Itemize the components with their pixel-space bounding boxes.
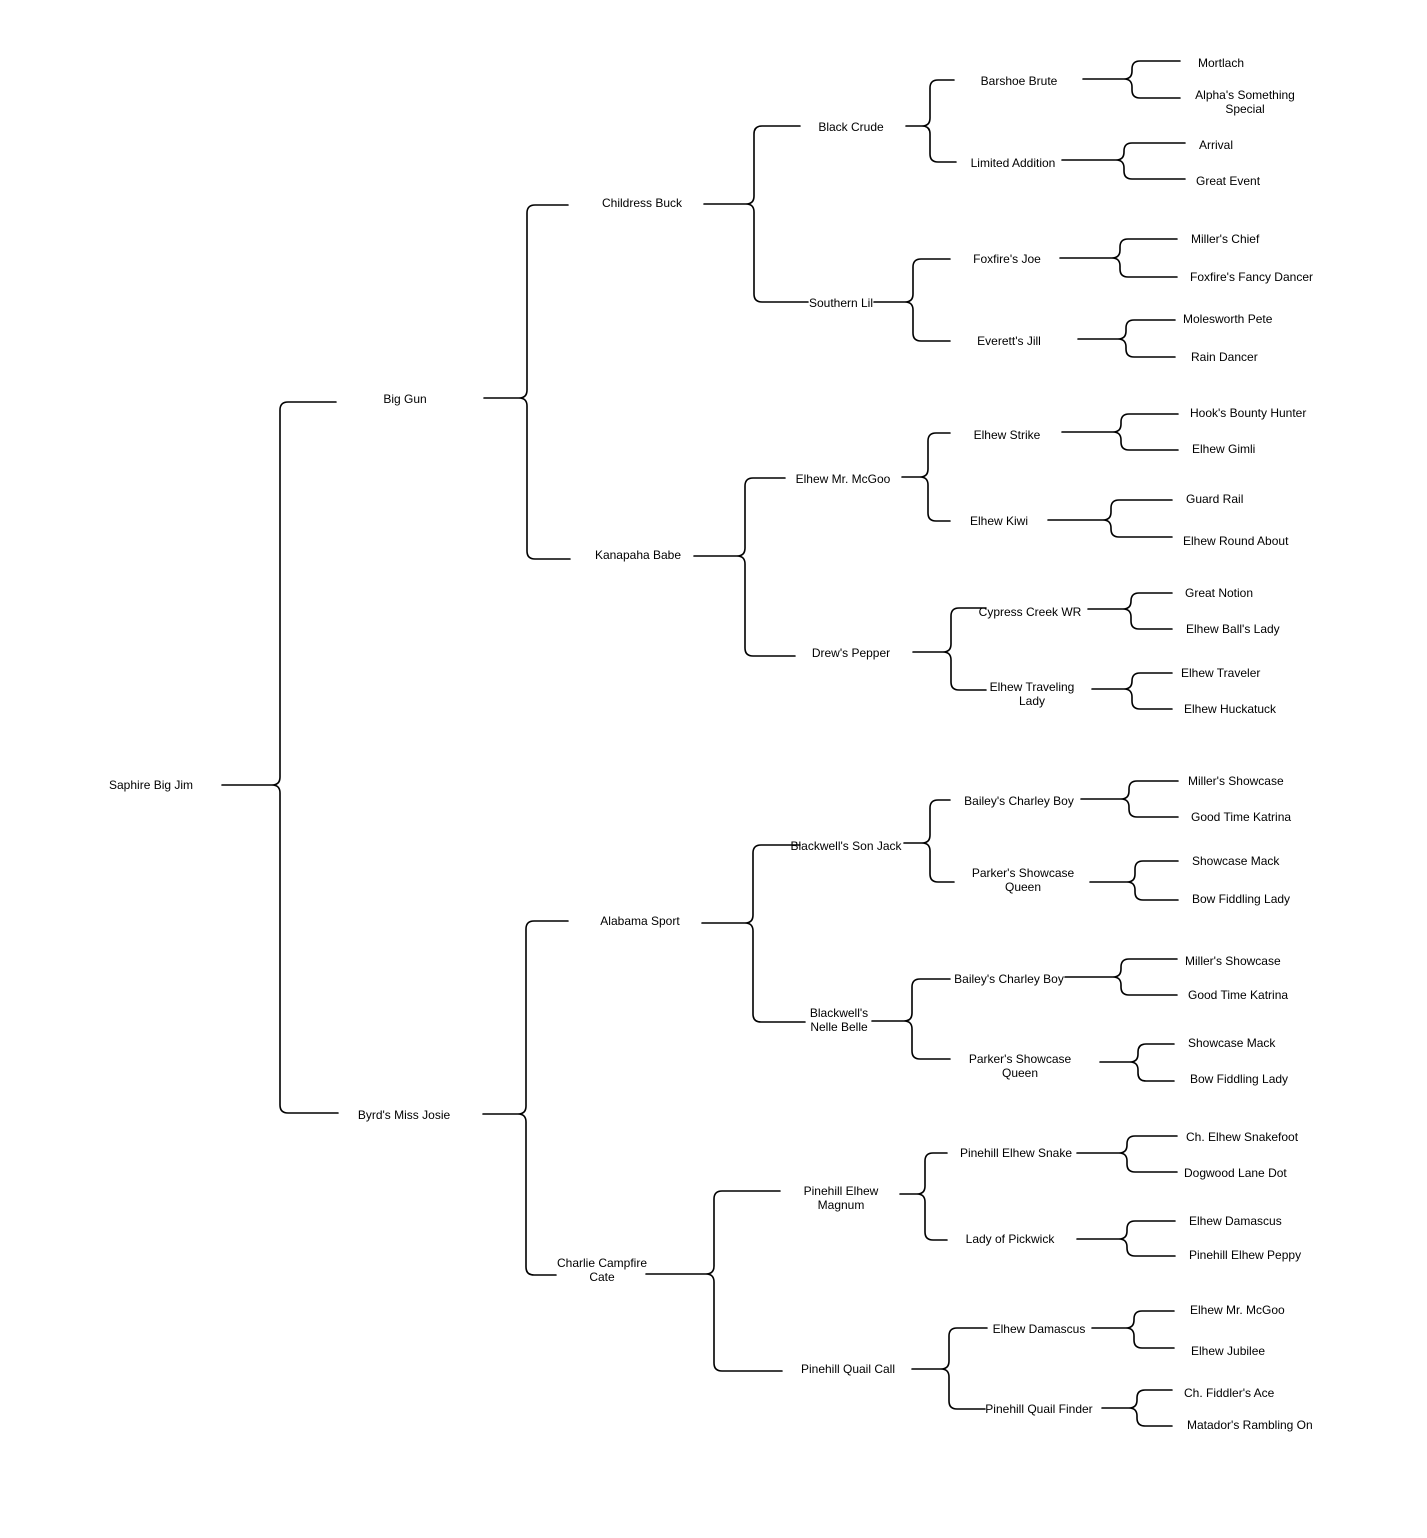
connector-elhew-traveling-lady [1092,673,1172,709]
name-alabama-sport: Alabama Sport [600,914,680,928]
connector-blackwells-nelle-belle [872,979,950,1059]
name-elhew-damascus-1: Elhew Damascus [992,1322,1086,1336]
name-parkers-showcase-queen-2: Parker's Showcase Queen [968,1052,1072,1080]
name-elhew-huckatuck: Elhew Huckatuck [1184,702,1277,716]
name-everetts-jill: Everett's Jill [977,334,1041,348]
name-drews-pepper: Drew's Pepper [811,646,891,660]
name-foxfires-joe: Foxfire's Joe [973,252,1041,266]
name-childress-buck: Childress Buck [601,196,683,210]
name-kanapaha-babe: Kanapaha Babe [594,548,682,562]
name-black-crude: Black Crude [818,120,884,134]
connector-barshoe-brute [1083,61,1180,98]
name-bow-fiddling-lady-2: Bow Fiddling Lady [1190,1072,1289,1086]
name-elhew-kiwi: Elhew Kiwi [969,514,1029,528]
name-parkers-showcase-queen-1: Parker's Showcase Queen [971,866,1075,894]
name-matadors-rambling-on: Matador's Rambling On [1187,1418,1313,1432]
name-elhew-jubilee: Elhew Jubilee [1191,1344,1266,1358]
connector-baileys-charley-boy-2 [1065,959,1177,995]
connector-pinehill-quail-call [912,1328,987,1409]
name-alphas-something-special: Alpha's Something Special [1195,88,1295,116]
name-elhew-gimli: Elhew Gimli [1192,442,1256,456]
connector-everetts-jill [1078,320,1175,357]
name-elhew-mr-mcgoo: Elhew Mr. McGoo [795,472,891,486]
connector-elhew-mr-mcgoo [902,433,950,521]
connector-drews-pepper [913,608,986,690]
connector-pinehill-elhew-magnum [900,1153,947,1240]
name-bow-fiddling-lady-1: Bow Fiddling Lady [1192,892,1291,906]
connector-elhew-strike [1062,414,1178,450]
name-saphire-big-jim: Saphire Big Jim [109,778,194,792]
name-pinehill-elhew-peppy: Pinehill Elhew Peppy [1189,1248,1302,1262]
name-foxfires-fancy-dancer: Foxfire's Fancy Dancer [1190,270,1313,284]
name-ch-elhew-snakefoot: Ch. Elhew Snakefoot [1186,1130,1299,1144]
name-great-event: Great Event [1196,174,1261,188]
name-millers-showcase-1: Miller's Showcase [1188,774,1284,788]
connector-baileys-charley-boy-1 [1081,781,1178,817]
name-blackwells-son-jack: Blackwell's Son Jack [790,839,902,853]
name-millers-showcase-2: Miller's Showcase [1185,954,1281,968]
name-baileys-charley-boy-1: Bailey's Charley Boy [964,794,1074,808]
name-elhew-balls-lady: Elhew Ball's Lady [1186,622,1280,636]
connector-pinehill-elhew-snake [1077,1136,1177,1172]
connector-alabama-sport [702,845,805,1022]
name-good-time-katrina-1: Good Time Katrina [1191,810,1292,824]
name-barshoe-brute: Barshoe Brute [980,74,1058,88]
name-byrds-miss-josie: Byrd's Miss Josie [357,1108,451,1122]
name-hooks-bounty-hunter: Hook's Bounty Hunter [1190,406,1307,420]
name-dogwood-lane-dot: Dogwood Lane Dot [1184,1166,1287,1180]
name-great-notion: Great Notion [1185,586,1254,600]
name-mortlach: Mortlach [1198,56,1245,70]
connector-limited-addition [1062,143,1185,179]
connector-blackwells-son-jack [904,800,954,882]
name-millers-chief: Miller's Chief [1191,232,1260,246]
name-good-time-katrina-2: Good Time Katrina [1188,988,1289,1002]
name-lady-of-pickwick: Lady of Pickwick [965,1232,1055,1246]
connector-root [222,402,338,1113]
name-big-gun: Big Gun [383,392,427,406]
name-pinehill-quail-finder: Pinehill Quail Finder [985,1402,1093,1416]
name-pinehill-quail-call: Pinehill Quail Call [800,1362,896,1376]
name-elhew-traveler: Elhew Traveler [1181,666,1261,680]
connector-parkers-showcase-queen-1 [1090,861,1178,900]
connector-kanapaha-babe [694,478,795,656]
name-elhew-traveling-lady: Elhew Traveling Lady [989,680,1075,708]
name-arrival: Arrival [1199,138,1234,152]
name-cypress-creek-wr: Cypress Creek WR [978,605,1082,619]
connector-childress-buck [704,126,808,302]
name-elhew-round-about: Elhew Round About [1183,534,1289,548]
name-rain-dancer: Rain Dancer [1191,350,1258,364]
name-molesworth-pete: Molesworth Pete [1183,312,1273,326]
connector-byrds-miss-josie [483,921,568,1275]
name-elhew-strike: Elhew Strike [973,428,1041,442]
connector-southern-lil [874,259,950,341]
connector-lady-of-pickwick [1077,1221,1175,1256]
name-showcase-mack-2: Showcase Mack [1188,1036,1276,1050]
connector-elhew-damascus [1092,1311,1174,1348]
name-charlie-campfire-cate: Charlie Campfire Cate [556,1256,648,1284]
name-baileys-charley-boy-2: Bailey's Charley Boy [954,972,1064,986]
pedigree-names [109,56,1313,1432]
name-southern-lil: Southern Lil [808,296,874,310]
name-elhew-damascus-2: Elhew Damascus [1189,1214,1282,1228]
name-guard-rail: Guard Rail [1186,492,1244,506]
name-elhew-mr-mcgoo-2: Elhew Mr. McGoo [1190,1303,1285,1317]
name-pinehill-elhew-magnum: Pinehill Elhew Magnum [803,1184,879,1212]
connector-elhew-kiwi [1048,500,1172,537]
connector-big-gun [484,205,570,559]
connector-pinehill-quail-finder [1102,1390,1172,1426]
connector-cypress-creek-wr [1088,593,1172,629]
name-showcase-mack-1: Showcase Mack [1192,854,1280,868]
name-pinehill-elhew-snake: Pinehill Elhew Snake [959,1146,1073,1160]
name-ch-fiddlers-ace: Ch. Fiddler's Ace [1184,1386,1275,1400]
name-limited-addition: Limited Addition [970,156,1056,170]
connector-black-crude [906,80,956,162]
connector-parkers-showcase-queen-2 [1100,1044,1174,1081]
name-blackwells-nelle-belle: Blackwell's Nelle Belle [809,1006,869,1034]
connector-charlie-campfire-cate [646,1191,782,1371]
connector-foxfires-joe [1060,239,1177,277]
